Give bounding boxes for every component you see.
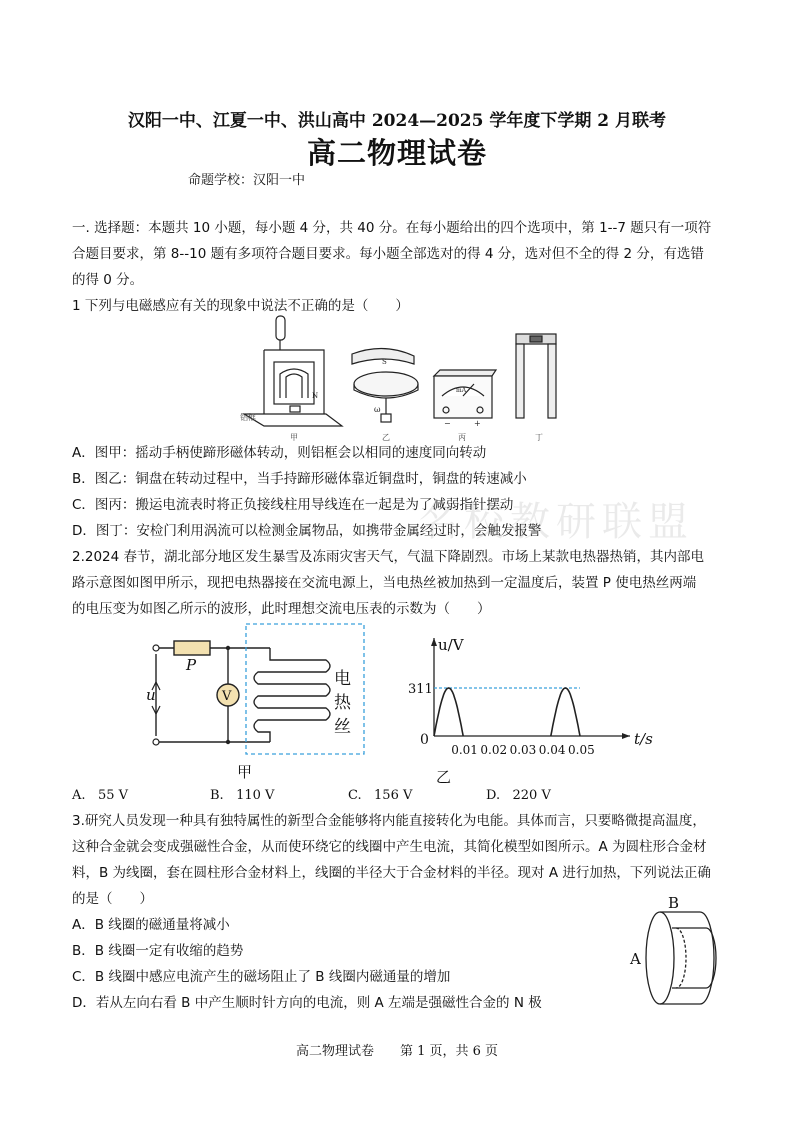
graph-caption: 乙: [436, 768, 452, 786]
q1-option-a: A．图甲：摇动手柄使蹄形磁体转动，则铝框会以相同的速度同向转动: [72, 445, 487, 461]
alloy-label-a: A: [630, 950, 641, 968]
q3-coil-figure: [620, 892, 740, 1022]
fig-frame-label: 铝框: [240, 413, 256, 422]
coil-label-b: B: [668, 894, 680, 912]
q2-stem-3: 的电压变为如图乙所示的波形，此时理想交流电压表的示数为（ ）: [72, 601, 491, 617]
fig-yi-omega: ω: [374, 405, 381, 414]
peak-label: 311: [408, 682, 433, 697]
q3-stem-3: 料，B 为线圈，套在圆柱形合金材料上，线圈的半径大于合金材料的半径。现对 A 进行加热，下列说法正确: [72, 865, 711, 881]
x-tick-2: 0.02: [480, 743, 508, 757]
page-footer: 高二物理试卷 第 1 页，共 6 页: [295, 1044, 499, 1059]
q2-circuit-figure: [140, 620, 370, 780]
x-tick-4: 0.04: [538, 743, 566, 757]
circuit-p: P: [186, 656, 197, 674]
q3-option-a: A．B 线圈的磁通量将减小: [72, 917, 230, 933]
fig-bing-minus: −: [444, 419, 451, 428]
exam-header: 汉阳一中、江夏一中、洪山高中 2024—2025 学年度下学期 2 月联考: [127, 111, 667, 131]
q1-option-b: B．图乙：铜盘在转动过程中，当手持蹄形磁体靠近铜盘时，铜盘的转速减小: [72, 471, 527, 487]
q2-option-b: B. 110 V: [210, 788, 275, 803]
heater-char-2: 热: [334, 693, 351, 713]
q1-option-d: D．图丁：安检门利用涡流可以检测金属物品，如携带金属经过时，会触发报警: [72, 523, 542, 539]
q1-option-c: C．图丙：搬运电流表时将正负接线柱用导线连在一起是为了减弱指针摆动: [72, 497, 514, 513]
heater-char-3: 丝: [334, 717, 351, 737]
x-axis-label: t/s: [634, 730, 653, 748]
fig-label-ding: 丁: [535, 433, 543, 442]
section-intro-1: 一. 选择题：本题共 10 小题，每小题 4 分，共 40 分。在每小题给出的四个选项中，第 1--7 题只有一项符: [72, 220, 712, 236]
fig-jia-n: N: [312, 392, 319, 400]
section-intro-3: 的得 0 分。: [72, 272, 144, 288]
fig-yi-s: S: [382, 358, 387, 366]
heater-char-1: 电: [334, 669, 351, 689]
wave-hump-2: [551, 688, 580, 736]
x-tick-1: 0.01: [451, 743, 478, 757]
x-tick-3: 0.03: [509, 743, 537, 757]
q1-figure: [234, 314, 564, 442]
fig-label-bing: 丙: [458, 433, 466, 442]
q3-stem-1: 3.研究人员发现一种具有独特属性的新型合金能够将内能直接转化为电能。具体而言，只要略微提高温度，: [72, 813, 706, 829]
y-axis-label: u/V: [438, 636, 464, 654]
circuit-caption: 甲: [237, 763, 253, 780]
fig-ding: [516, 334, 556, 418]
fig-bing: [434, 370, 496, 418]
x-tick-5: 0.05: [568, 743, 595, 757]
q3-option-d: D．若从左向右看 B 中产生顺时针方向的电流，则 A 左端是强磁性合金的 N 极: [72, 995, 542, 1011]
q3-option-b: B．B 线圈一定有收缩的趋势: [72, 943, 244, 959]
fig-jia: [244, 316, 342, 426]
page-title: 高二物理试卷: [306, 136, 487, 170]
circuit-u: u: [146, 686, 156, 704]
q1-stem: 1 下列与电磁感应有关的现象中说法不正确的是（ ）: [72, 298, 409, 314]
q2-wave-graph: [400, 630, 660, 786]
author-school: 命题学校：汉阳一中: [188, 173, 306, 188]
y-axis-arrow: [431, 638, 437, 646]
section-intro-2: 合题目要求，第 8--10 题有多项符合题目要求。每小题全部选对的得 4 分，选对但不全的得 2 分，有选错: [72, 246, 704, 262]
fig-bing-plus: +: [474, 419, 481, 428]
voltmeter-v: V: [222, 689, 232, 704]
q2-option-c: C. 156 V: [348, 788, 413, 803]
q3-stem-2: 这种合金就会变成强磁性合金，从而使环绕它的线圈中产生电流，其简化模型如图所示。A 为圆柱形合金材: [72, 839, 707, 855]
q3-stem-4: 的是（ ）: [72, 891, 153, 907]
x-axis-arrow: [622, 733, 630, 739]
origin-label: 0: [420, 732, 429, 748]
q2-stem-2: 路示意图如图甲所示，现把电热器接在交流电源上，当电热丝被加热到一定温度后，装置 P 使电热丝两端: [72, 575, 697, 591]
fig-label-jia: 甲: [290, 433, 298, 442]
watermark: 名校教研联盟: [418, 499, 694, 545]
q3-option-c: C．B 线圈中感应电流产生的磁场阻止了 B 线圈内磁通量的增加: [72, 969, 451, 985]
q2-stem-1: 2.2024 春节，湖北部分地区发生暴雪及冻雨灾害天气，气温下降剧烈。市场上某款电热器热销，其内部电: [72, 549, 705, 565]
wave-hump-1: [434, 688, 463, 736]
q2-option-a: A. 55 V: [72, 788, 128, 803]
fig-label-yi: 乙: [382, 433, 390, 442]
q2-option-d: D. 220 V: [486, 788, 551, 803]
fig-bing-ma: mA: [456, 387, 467, 394]
